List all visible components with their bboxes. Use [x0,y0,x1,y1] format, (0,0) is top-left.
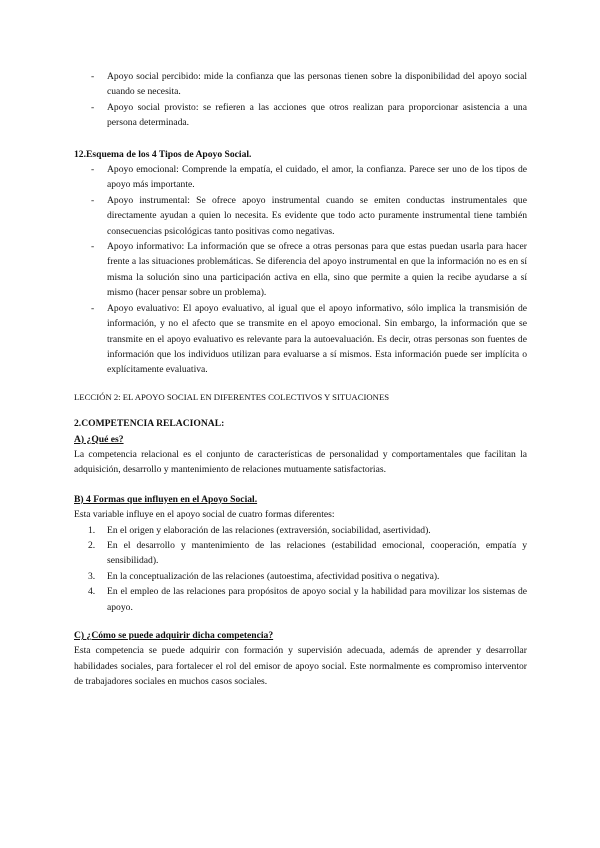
subsection-a-title: A) ¿Qué es? [74,433,124,445]
section-12-title: 12.Esquema de los 4 Tipos de Apoyo Social. [74,148,252,160]
list-item [74,569,527,584]
list-item: - Apoyo social provisto: se refieren a las acciones que otros realizan para proporcionar asistencia a una persona determinada. [74,100,527,131]
list-item-text: En la conceptualización de las relaciones (autoestima, afectividad positiva o negativa). [107,570,440,582]
list-item: - Apoyo evaluativo: El apoyo evaluativo, al igual que el apoyo informativo, sólo implica la transmisión de información, y no el afecto que se transmite en el apoyo emocional. Sin embargo, la información que se transmite en el apoyo evaluativo es relevante para la autoevaluación. Es decir, otras personas son fuentes de información que los individuos utilizan para evaluarse a sí mismos. Esta información puede ser implícita o explícitamente evaluativa. [74,301,527,378]
list-item-text: En el desarrollo y mantenimiento de las relaciones (estabilidad emocional, cooperación, empatía y sensibilidad). [107,539,527,567]
list-item: - Apoyo informativo: La información que se ofrece a otras personas para que estas puedan usarla para hacer frente a las situaciones problemáticas. Se diferencia del apoyo instrumental en que la información no es en sí misma la solución sino una participación activa en ella, sino que permite a quien la recibe ayudarse a sí mismo (hacer pensar sobre un problema). [74,239,527,301]
subsection-a-text: La competencia relacional es el conjunto de características de personalidad y comportamentales que facilitan la adquisición, desarrollo y mantenimiento de relaciones mutuamente satisfactorias. [74,448,527,476]
section-12 [74,147,527,378]
list-number: 2. [88,539,96,551]
subsection-c-title: C) ¿Cómo se puede adquirir dicha competencia? [74,630,274,641]
list-item [74,584,527,615]
social-support-list [74,69,527,131]
list-item: - Apoyo social percibido: mide la confianza que las personas tienen sobre la disponibilidad del apoyo social cuando se necesita. [74,69,527,100]
section-2 [74,416,527,690]
list-item [74,538,527,569]
subsection-c-text: Esta competencia se puede adquirir con formación y supervisión adecuada, además de aprender y desarrollar habilidades sociales, para fortalecer el rol del emisor de apoyo social. Este normalmente es compromiso interventor de trabajadores sociales en muchos casos sociales. [74,645,527,688]
subsection-b-title: B) 4 Formas que influyen en el Apoyo Social. [74,493,258,505]
list-item: - Apoyo emocional: Comprende la empatía, el cuidado, el amor, la confianza. Parece ser uno de los tipos de apoyo más importante. [74,162,527,193]
subsection-b-intro: Esta variable influye en el apoyo social de cuatro formas diferentes: [74,509,335,521]
list-number: 1. [88,524,96,536]
list-number: 3. [88,570,96,582]
page-content [74,69,527,690]
list-item [74,523,527,538]
list-item-text: En el empleo de las relaciones para propósitos de apoyo social y la habilidad para movilizar los sistemas de apoyo. [107,586,527,613]
list-item: - Apoyo instrumental: Se ofrece apoyo instrumental cuando se emiten conductas instrumentales que directamente ayudan a quien lo necesita. Es evidente que todo acto puramente instrumental tiene también consecuencias psicológicas tanto positivas como negativas. [74,193,527,239]
list-item-text: En el origen y elaboración de las relaciones (extraversión, sociabilidad, asertividad). [107,524,431,536]
support-types-list [74,162,527,378]
influence-forms-list [74,523,527,615]
section-2-title: 2.COMPETENCIA RELACIONAL: [74,418,225,430]
lesson-title: LECCIÓN 2: EL APOYO SOCIAL EN DIFERENTES COLECTIVOS Y SITUACIONES [74,391,390,402]
list-number: 4. [88,586,96,598]
